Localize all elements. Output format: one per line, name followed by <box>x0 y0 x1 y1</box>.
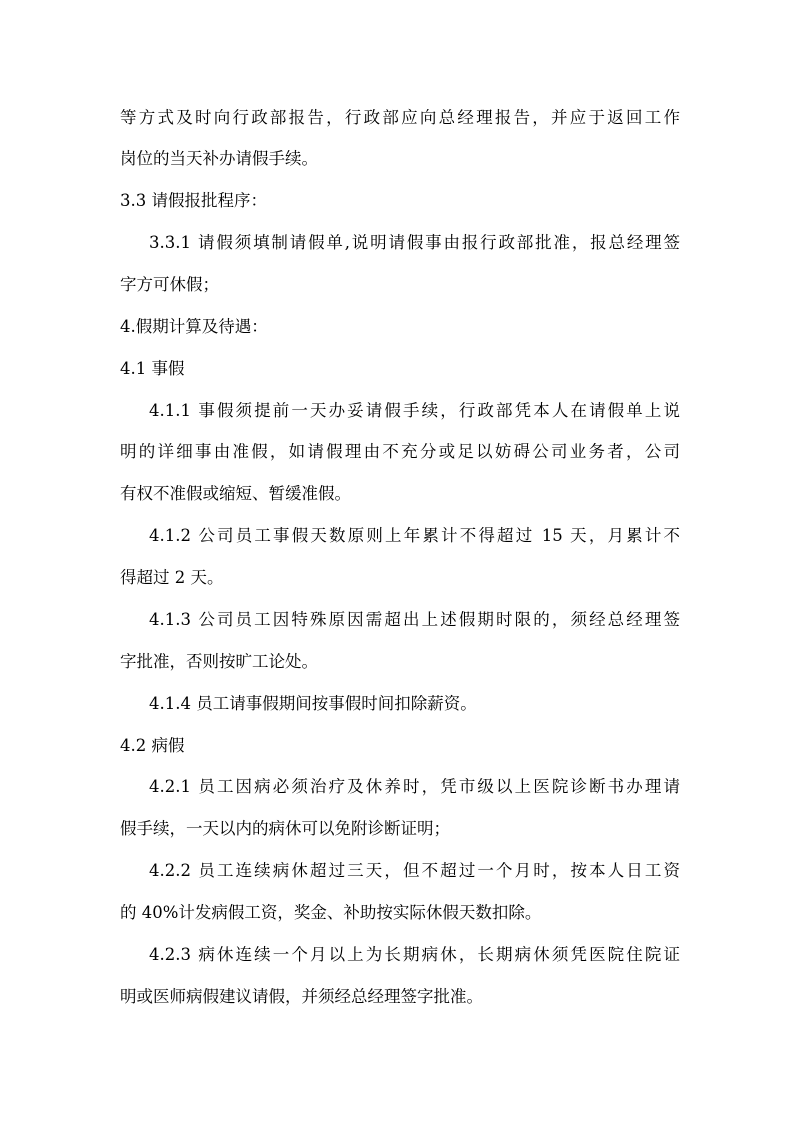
section-heading: 4.2 病假 <box>120 736 185 755</box>
paragraph-line: 4.1.2 公司员工事假天数原则上年累计不得超过 15 天，月累计不 <box>149 526 680 545</box>
paragraph-line: 4.2.3 病休连续一个月以上为长期病休，长期病休须凭医院住院证 <box>149 945 680 964</box>
paragraph-line: 4.2.1 员工因病必须治疗及休养时，凭市级以上医院诊断书办理请 <box>149 777 680 796</box>
paragraph-line: 字批准，否则按旷工论处。 <box>120 652 318 671</box>
paragraph-line: 岗位的当天补办请假手续。 <box>120 149 318 168</box>
paragraph-line: 有权不准假或缩短、暂缓准假。 <box>120 484 351 503</box>
section-heading: 4.假期计算及待遇： <box>120 317 268 336</box>
paragraph-line: 明或医师病假建议请假，并须经总经理签字批准。 <box>120 987 483 1006</box>
paragraph-line: 明的详细事由准假，如请假理由不充分或足以妨碍公司业务者，公司 <box>120 442 680 461</box>
paragraph-line: 字方可休假； <box>120 275 219 294</box>
paragraph-line: 4.1.3 公司员工因特殊原因需超出上述假期时限的，须经总经理签 <box>149 610 680 629</box>
paragraph-line: 4.1.1 事假须提前一天办妥请假手续，行政部凭本人在请假单上说 <box>149 401 680 420</box>
paragraph-line: 等方式及时向行政部报告，行政部应向总经理报告，并应于返回工作 <box>120 108 680 127</box>
section-heading: 3.3 请假报批程序： <box>120 191 267 210</box>
paragraph-line: 的 40%计发病假工资，奖金、补助按实际休假天数扣除。 <box>120 903 542 922</box>
paragraph-line: 假手续，一天以内的病休可以免附诊断证明； <box>120 819 450 838</box>
paragraph-line: 得超过 2 天。 <box>120 568 224 587</box>
paragraph-line: 4.1.4 员工请事假期间按事假时间扣除薪资。 <box>149 694 477 713</box>
paragraph-line: 3.3.1 请假须填制请假单,说明请假事由报行政部批准，报总经理签 <box>149 233 680 252</box>
paragraph-line: 4.2.2 员工连续病休超过三天，但不超过一个月时，按本人日工资 <box>149 861 680 880</box>
section-heading: 4.1 事假 <box>120 359 185 378</box>
